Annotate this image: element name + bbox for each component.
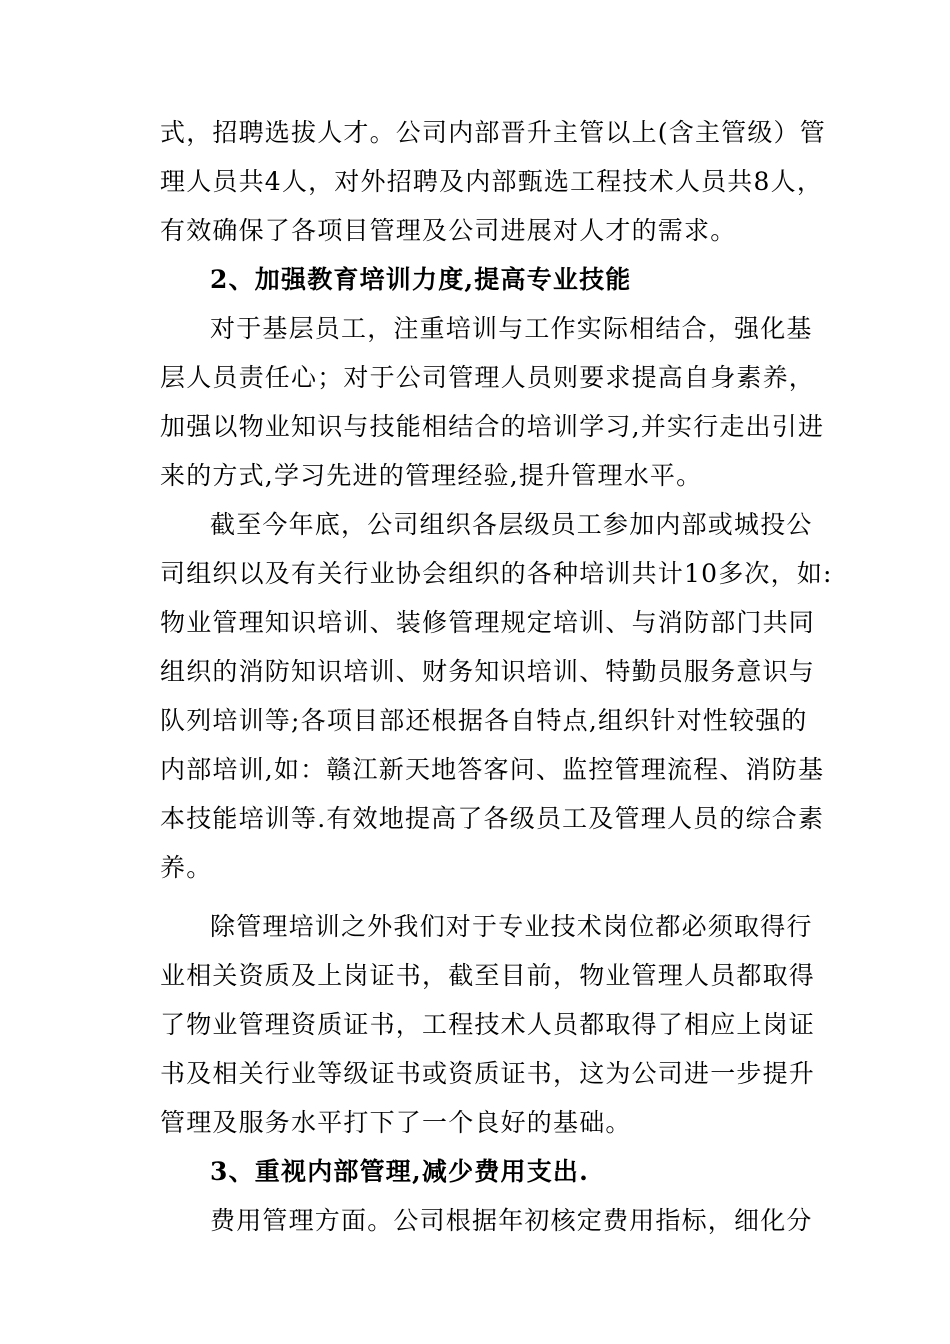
text-line: 物业管理知识培训、装修管理规定培训、与消防部门共同: [160, 608, 816, 637]
text-line: 内部培训,如：赣江新天地答客问、监控管理流程、消防基: [160, 755, 825, 784]
text-line: 费用管理方面。公司根据年初核定费用指标，细化分: [210, 1206, 813, 1235]
text-line: 除管理培训之外我们对于专业技术岗位都必须取得行: [210, 912, 813, 941]
text-line: 本技能培训等.有效地提高了各级员工及管理人员的综合素: [160, 804, 825, 833]
text-line: 养。: [160, 853, 213, 882]
text-line: 来的方式,学习先进的管理经验,提升管理水平。: [160, 461, 703, 490]
text-line: 管理及服务水平打下了一个良好的基础。: [160, 1108, 632, 1137]
text-line: 截至今年底，公司组织各层级员工参加内部或城投公: [210, 510, 813, 539]
text-line: 加强以物业知识与技能相结合的培训学习,并实行走出引进: [160, 412, 825, 441]
text-line: 式，招聘选拔人才。公司内部晋升主管以上(含主管级）管: [160, 118, 826, 147]
section-heading: 2、加强教育培训力度,提高专业技能: [210, 265, 632, 294]
text-line: 理人员共4人，对外招聘及内部甄选工程技术人员共8人，: [160, 167, 824, 196]
section-heading: 3、重视内部管理,减少费用支出.: [210, 1157, 590, 1186]
text-line: 对于基层员工，注重培训与工作实际相结合，强化基: [210, 314, 813, 343]
text-line: 层人员责任心；对于公司管理人员则要求提高自身素养，: [160, 363, 816, 392]
text-line: 组织的消防知识培训、财务知识培训、特勤员服务意识与: [160, 657, 816, 686]
text-line: 队列培训等;各项目部还根据各自特点,组织针对性较强的: [160, 706, 808, 735]
text-line: 司组织以及有关行业协会组织的各种培训共计10多次，如:: [160, 559, 833, 588]
text-line: 了物业管理资质证书，工程技术人员都取得了相应上岗证: [160, 1010, 816, 1039]
text-line: 有效确保了各项目管理及公司进展对人才的需求。: [160, 216, 737, 245]
text-line: 书及相关行业等级证书或资质证书，这为公司进一步提升: [160, 1059, 816, 1088]
text-line: 业相关资质及上岗证书，截至目前，物业管理人员都取得: [160, 961, 816, 990]
